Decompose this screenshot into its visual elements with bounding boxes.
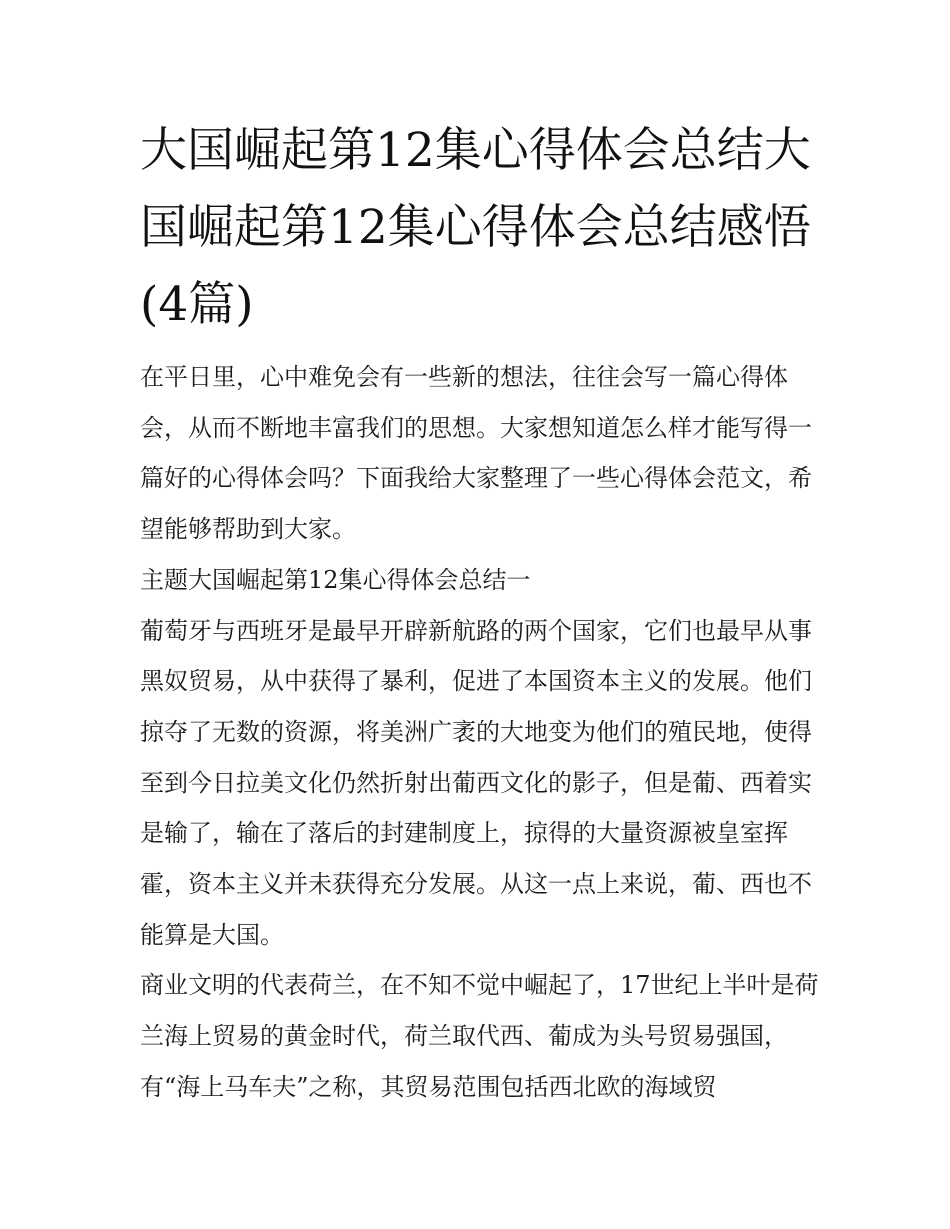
body-paragraph: 葡萄牙与西班牙是最早开辟新航路的两个国家，它们也最早从事黑奴贸易，从中获得了暴利，促进了本国资本主义的发展。他们掠夺了无数的资源，将美洲广袤的大地变为他们的殖民地，使得至到今日拉美文化仍然折射出葡西文化的影子，但是葡、西着实是输了，输在了落后的封建制度上，掠得的大量资源被皇室挥霍，资本主义并未获得充分发展。从这一点上来说，葡、西也不能算是大国。	[140, 616, 812, 949]
document-body	[140, 352, 830, 1113]
section-heading: 主题大国崛起第12集心得体会总结一	[140, 565, 531, 594]
body-paragraph: 商业文明的代表荷兰，在不知不觉中崛起了，17世纪上半叶是荷兰海上贸易的黄金时代，荷兰取代西、葡成为头号贸易强国，有“海上马车夫”之称，其贸易范围包括西北欧的海域贸	[140, 971, 819, 1101]
document-title: 大国崛起第12集心得体会总结大国崛起第12集心得体会总结感悟(4篇)	[140, 123, 811, 332]
intro-paragraph: 在平日里，心中难免会有一些新的想法，往往会写一篇心得体会，从而不断地丰富我们的思想。大家想知道怎么样才能写得一篇好的心得体会吗？下面我给大家整理了一些心得体会范文，希望能够帮助到大家。	[140, 363, 812, 544]
